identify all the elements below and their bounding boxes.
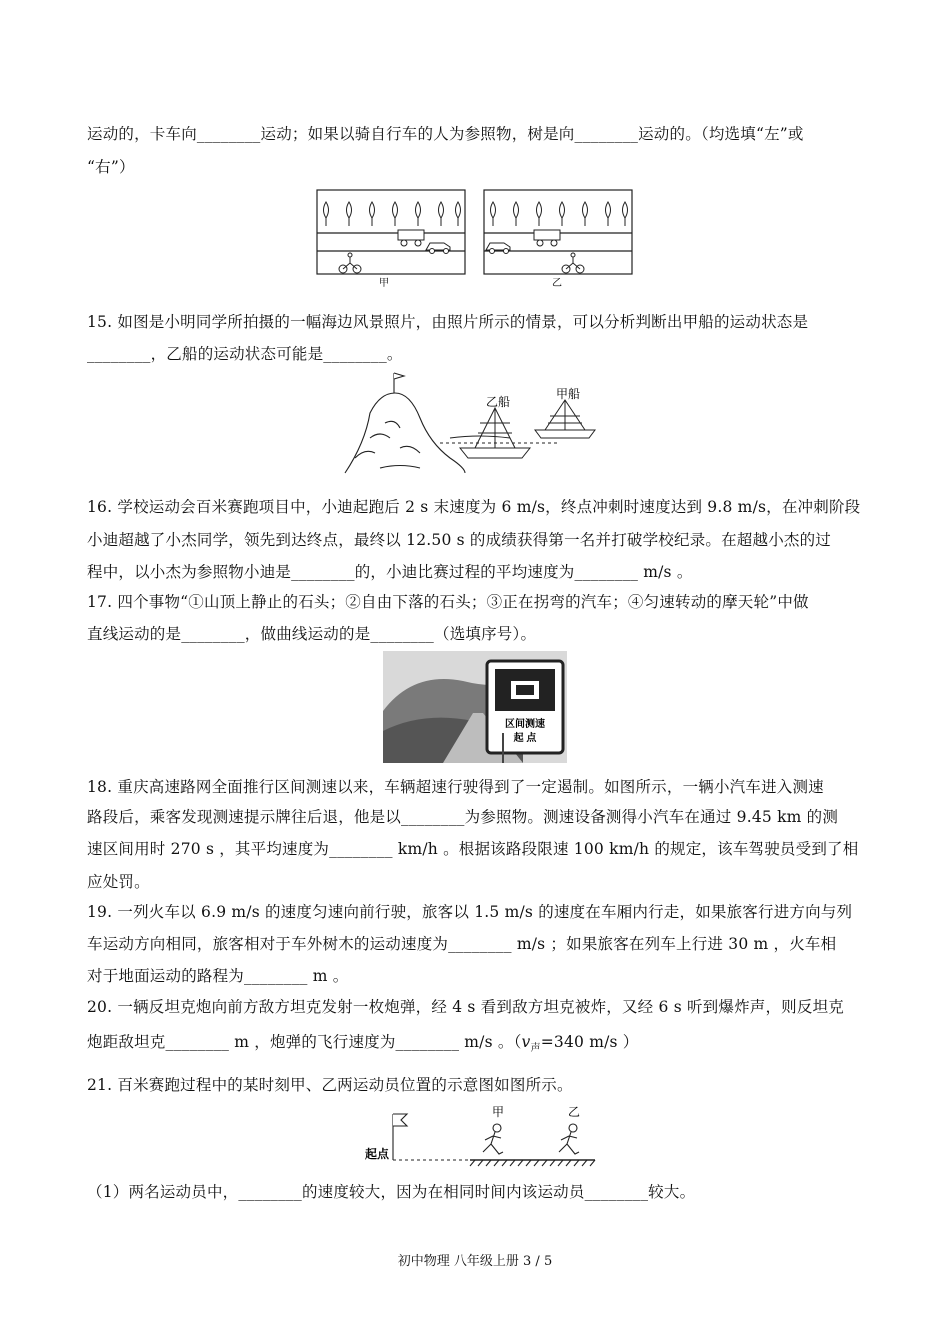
ship-a-hull [535, 430, 595, 438]
q19-line-1: 19. 一列火车以 6.9 m/s 的速度匀速向前行驶，旅客以 1.5 m/s 的速度在车厢内行走，如果旅客行进方向与列 [87, 903, 853, 921]
trees-right [491, 202, 628, 226]
figure-21-sprinters [355, 1100, 600, 1168]
q17-line-1: 17. 四个事物“①山顶上静止的石头；②自由下落的石头；③正在拐弯的汽车；④匀速转动的摩天轮”中做 [87, 593, 809, 611]
q20-line-1: 20. 一辆反坦克炮向前方敌方坦克发射一枚炮弹，经 4 s 看到敌方坦克被炸，又经 6 s 听到爆炸声，则反坦克 [87, 998, 844, 1016]
ship-b-hull [460, 448, 530, 458]
q18-line-2: 路段后，乘客发现测速提示牌往后退，他是以________为参照物。测速设备测得小汽车在通过 9.45 km 的测 [87, 808, 839, 826]
page-footer: 初中物理 八年级上册 3 / 5 [397, 1254, 553, 1269]
runner-b-label: 乙 [567, 1105, 581, 1119]
q18-line-3: 速区间用时 270 s ，其平均速度为________ km/h 。根据该路段限速 100 km/h 的规定，该车驾驶员受到了相 [87, 840, 859, 858]
q16-line-3: 程中，以小杰为参照物小迪是________的，小迪比赛过程的平均速度为________ m/s 。 [87, 563, 693, 581]
truck-right [534, 230, 560, 240]
q18-line-1: 18. 重庆高速路网全面推行区间测速以来，车辆超速行驶得到了一定遏制。如图所示，一辆小汽车进入测速 [87, 778, 824, 796]
q14-line-2: “右”） [87, 158, 135, 176]
runner-a-label: 甲 [491, 1105, 505, 1119]
q16-line-2: 小迪超越了小杰同学，领先到达终点，最终以 12.50 s 的成绩获得第一名并打破学校纪录。在超越小杰的过 [87, 531, 832, 549]
trees-left [324, 202, 461, 226]
runner-b [559, 1124, 579, 1154]
runner-a [483, 1124, 503, 1154]
ship-b-label: 乙船 [485, 395, 511, 409]
q20-line-2-text: 炮距敌坦克________ m ，炮弹的飞行速度为________ m/s 。（ [87, 1033, 522, 1051]
velocity-subscript: 声 [530, 1043, 541, 1055]
q17-line-2: 直线运动的是________，做曲线运动的是________（选填序号）。 [87, 625, 537, 643]
sign-text-line2: 起 点 [513, 733, 537, 744]
fig14-label-left: 甲 [379, 278, 389, 288]
start-label: 起点 [365, 1147, 390, 1161]
ship-a-label: 甲船 [555, 387, 581, 401]
velocity-symbol: v [521, 1033, 531, 1051]
figure-14-road-scenes [316, 188, 636, 288]
cliff-outline [345, 393, 465, 473]
q20-line-2 [87, 1030, 639, 1054]
fig14-label-right: 乙 [552, 278, 562, 288]
sign-text-line1: 区间测速 [505, 719, 545, 730]
figure-18-speed-camera-photo [383, 651, 567, 763]
q14-line-1: 运动的，卡车向________运动；如果以骑自行车的人为参照物，树是向________运动的。（均选填“左”或 [87, 125, 804, 143]
q20-line-2-tail: =340 m/s ） [540, 1033, 639, 1051]
truck-left [398, 230, 424, 240]
q21-line-1: 21. 百米赛跑过程中的某时刻甲、乙两运动员位置的示意图如图所示。 [87, 1076, 573, 1094]
q18-line-4: 应处罚。 [87, 873, 150, 891]
q21-subquestion-1: （1）两名运动员中，________的速度较大，因为在相同时间内该运动员________较大。 [87, 1183, 696, 1201]
figure-15-seaside-ships [340, 368, 620, 480]
q19-line-2: 车运动方向相同，旅客相对于车外树木的运动速度为________ m/s ；如果旅客在列车上行进 30 m ，火车相 [87, 935, 837, 953]
q15-line-1: 15. 如图是小明同学所拍摄的一幅海边风景照片，由照片所示的情景，可以分析判断出甲船的运动状态是 [87, 313, 809, 331]
q16-line-1: 16. 学校运动会百米赛跑项目中，小迪起跑后 2 s 末速度为 6 m/s，终点冲刺时速度达到 9.8 m/s，在冲刺阶段 [87, 498, 861, 516]
q15-line-2: ________，乙船的运动状态可能是________。 [87, 345, 403, 363]
q19-line-3: 对于地面运动的路程为________ m 。 [87, 967, 349, 985]
